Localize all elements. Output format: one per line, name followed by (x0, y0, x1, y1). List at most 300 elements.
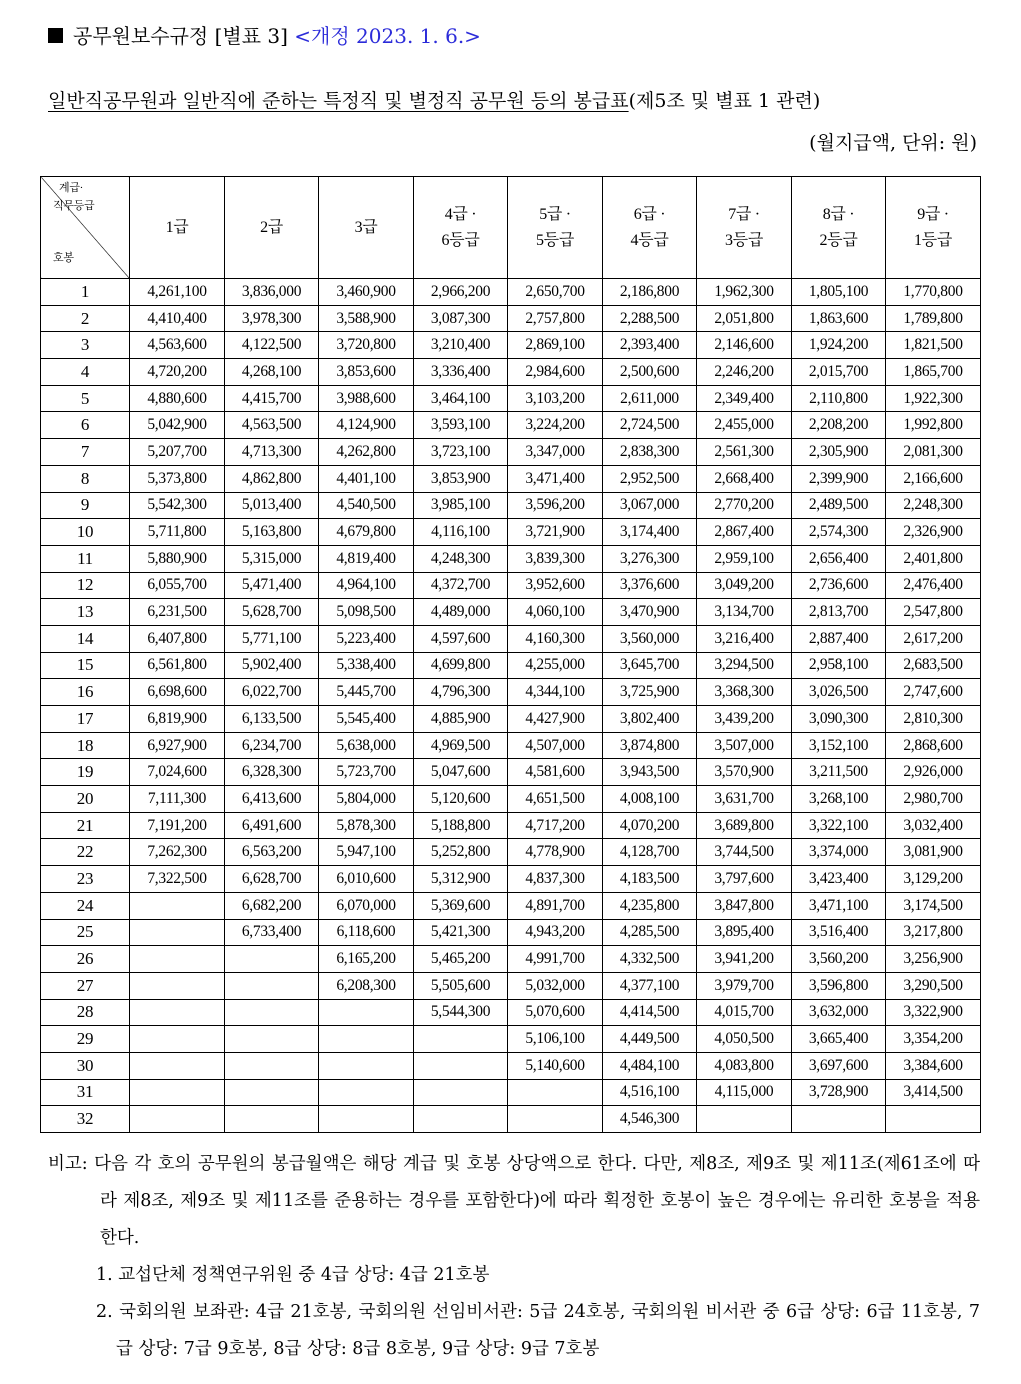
salary-cell: 3,797,600 (697, 866, 792, 893)
step-number-cell: 22 (41, 839, 130, 866)
step-number-cell: 27 (41, 972, 130, 999)
remark-item-2: 2. 국회의원 보좌관: 4급 21호봉, 국회의원 선임비서관: 5급 24호봉, 국회의원 비서관 중 6급 상당: 6급 11호봉, 7급 상당: 7급 9호봉, 8급 상당: 8급 8호봉, 9급 상당: 9급 7호봉 (96, 1302, 980, 1359)
salary-cell: 2,966,200 (414, 279, 508, 306)
step-number-cell: 5 (41, 385, 130, 412)
salary-cell (886, 1106, 981, 1133)
salary-cell: 1,924,200 (792, 332, 886, 359)
salary-cell: 4,964,100 (319, 572, 414, 599)
step-number-cell: 1 (41, 279, 130, 306)
salary-cell: 2,683,500 (886, 652, 981, 679)
salary-cell (225, 1052, 319, 1079)
salary-cell: 4,713,300 (225, 439, 319, 466)
header-grade-3 (319, 177, 414, 279)
salary-cell: 4,124,900 (319, 412, 414, 439)
table-row (41, 946, 981, 973)
salary-cell: 3,744,500 (697, 839, 792, 866)
salary-cell: 2,810,300 (886, 706, 981, 733)
salary-cell: 4,060,100 (508, 599, 603, 626)
salary-cell: 2,867,400 (697, 519, 792, 546)
salary-cell: 3,354,200 (886, 1026, 981, 1053)
corner-header-cell (41, 177, 130, 279)
salary-cell: 3,152,100 (792, 732, 886, 759)
salary-cell: 4,115,000 (697, 1079, 792, 1106)
salary-cell: 4,778,900 (508, 839, 603, 866)
salary-cell (319, 1026, 414, 1053)
salary-cell: 4,819,400 (319, 545, 414, 572)
salary-cell: 2,561,300 (697, 439, 792, 466)
header-grade-2 (225, 177, 319, 279)
salary-cell (130, 892, 225, 919)
salary-cell: 4,083,800 (697, 1052, 792, 1079)
salary-cell: 5,723,700 (319, 759, 414, 786)
table-row (41, 545, 981, 572)
salary-cell: 5,878,300 (319, 812, 414, 839)
salary-cell: 5,120,600 (414, 786, 508, 813)
salary-cell (414, 1026, 508, 1053)
salary-cell: 3,721,900 (508, 519, 603, 546)
salary-cell: 6,682,200 (225, 892, 319, 919)
table-row (41, 999, 981, 1026)
salary-cell: 5,047,600 (414, 759, 508, 786)
table-row (41, 359, 981, 386)
salary-cell: 3,596,800 (792, 972, 886, 999)
salary-cell: 3,802,400 (603, 706, 697, 733)
salary-cell: 2,166,600 (886, 465, 981, 492)
salary-cell: 6,118,600 (319, 919, 414, 946)
salary-cell: 1,789,800 (886, 305, 981, 332)
salary-cell (225, 946, 319, 973)
salary-cell: 3,256,900 (886, 946, 981, 973)
step-number-cell: 3 (41, 332, 130, 359)
salary-table-body (41, 279, 981, 1133)
table-title-main: 일반직공무원과 일반직에 준하는 특정직 및 별정직 공무원 등의 봉급표 (48, 90, 629, 112)
table-title (48, 86, 980, 113)
step-number-cell: 11 (41, 545, 130, 572)
salary-cell: 3,174,500 (886, 892, 981, 919)
salary-cell: 4,891,700 (508, 892, 603, 919)
step-number-cell: 17 (41, 706, 130, 733)
salary-cell: 6,698,600 (130, 679, 225, 706)
step-number-cell: 13 (41, 599, 130, 626)
salary-cell (697, 1106, 792, 1133)
table-row (41, 892, 981, 919)
salary-cell: 3,943,500 (603, 759, 697, 786)
salary-cell: 3,224,200 (508, 412, 603, 439)
salary-cell: 3,720,800 (319, 332, 414, 359)
salary-cell: 2,326,900 (886, 519, 981, 546)
salary-cell (792, 1106, 886, 1133)
salary-cell (225, 972, 319, 999)
table-row (41, 866, 981, 893)
salary-cell: 3,129,200 (886, 866, 981, 893)
salary-cell: 3,049,200 (697, 572, 792, 599)
salary-cell: 2,958,100 (792, 652, 886, 679)
header-line: 6급 · (633, 205, 666, 223)
salary-cell: 4,372,700 (414, 572, 508, 599)
salary-cell: 2,246,200 (697, 359, 792, 386)
salary-cell (130, 1052, 225, 1079)
table-row (41, 972, 981, 999)
salary-cell: 3,839,300 (508, 545, 603, 572)
salary-cell: 3,368,300 (697, 679, 792, 706)
table-row (41, 1106, 981, 1133)
salary-cell: 2,611,000 (603, 385, 697, 412)
salary-cell: 4,969,500 (414, 732, 508, 759)
header-line: 3등급 (724, 231, 763, 249)
corner-label-grade: 계급· (59, 182, 84, 194)
table-row (41, 279, 981, 306)
salary-cell: 2,574,300 (792, 519, 886, 546)
salary-cell: 2,401,800 (886, 545, 981, 572)
salary-cell: 2,305,900 (792, 439, 886, 466)
salary-cell (414, 1052, 508, 1079)
salary-cell: 5,098,500 (319, 599, 414, 626)
header-line: 5등급 (535, 231, 574, 249)
salary-cell (130, 919, 225, 946)
salary-cell (508, 1106, 603, 1133)
salary-cell: 3,471,400 (508, 465, 603, 492)
salary-cell: 2,887,400 (792, 625, 886, 652)
salary-cell: 3,516,400 (792, 919, 886, 946)
salary-cell: 2,015,700 (792, 359, 886, 386)
salary-cell: 2,399,900 (792, 465, 886, 492)
salary-cell: 4,484,100 (603, 1052, 697, 1079)
salary-cell: 3,847,800 (697, 892, 792, 919)
heading-title: 공무원보수규정 [별표 3] (73, 24, 288, 48)
salary-cell: 4,235,800 (603, 892, 697, 919)
header-line: 2급 (260, 218, 283, 236)
salary-cell: 3,979,700 (697, 972, 792, 999)
salary-cell: 3,336,400 (414, 359, 508, 386)
salary-cell: 4,507,000 (508, 732, 603, 759)
table-row (41, 1079, 981, 1106)
salary-cell: 1,962,300 (697, 279, 792, 306)
document-heading (48, 20, 481, 49)
step-number-cell: 25 (41, 919, 130, 946)
salary-cell: 3,134,700 (697, 599, 792, 626)
header-row (41, 177, 981, 279)
salary-cell: 3,665,400 (792, 1026, 886, 1053)
salary-cell: 5,013,400 (225, 492, 319, 519)
step-number-cell: 10 (41, 519, 130, 546)
step-number-cell: 4 (41, 359, 130, 386)
salary-cell (319, 1106, 414, 1133)
salary-cell: 7,111,300 (130, 786, 225, 813)
salary-cell: 6,927,900 (130, 732, 225, 759)
corner-label-step: 호봉 (53, 252, 74, 264)
salary-cell: 2,980,700 (886, 786, 981, 813)
salary-cell: 3,836,000 (225, 279, 319, 306)
salary-cell: 3,952,600 (508, 572, 603, 599)
salary-cell: 5,771,100 (225, 625, 319, 652)
salary-cell: 4,837,300 (508, 866, 603, 893)
salary-cell: 6,234,700 (225, 732, 319, 759)
salary-cell: 2,650,700 (508, 279, 603, 306)
salary-cell: 5,140,600 (508, 1052, 603, 1079)
step-number-cell: 18 (41, 732, 130, 759)
table-row (41, 465, 981, 492)
salary-cell (414, 1079, 508, 1106)
salary-cell: 4,597,600 (414, 625, 508, 652)
table-row (41, 652, 981, 679)
salary-cell: 6,733,400 (225, 919, 319, 946)
salary-cell: 4,160,300 (508, 625, 603, 652)
salary-cell: 3,103,200 (508, 385, 603, 412)
salary-cell: 4,563,500 (225, 412, 319, 439)
step-number-cell: 26 (41, 946, 130, 973)
table-row (41, 439, 981, 466)
salary-cell: 2,952,500 (603, 465, 697, 492)
salary-cell: 4,116,100 (414, 519, 508, 546)
salary-cell: 4,128,700 (603, 839, 697, 866)
step-number-cell: 2 (41, 305, 130, 332)
salary-cell: 6,628,700 (225, 866, 319, 893)
salary-cell: 3,596,200 (508, 492, 603, 519)
salary-cell: 4,377,100 (603, 972, 697, 999)
salary-cell: 2,869,100 (508, 332, 603, 359)
salary-cell: 2,110,800 (792, 385, 886, 412)
step-number-cell: 9 (41, 492, 130, 519)
table-row (41, 1026, 981, 1053)
salary-cell: 6,055,700 (130, 572, 225, 599)
salary-cell: 5,315,000 (225, 545, 319, 572)
header-grade-1 (130, 177, 225, 279)
salary-cell: 3,268,100 (792, 786, 886, 813)
header-line: 3급 (354, 218, 378, 236)
salary-cell: 7,322,500 (130, 866, 225, 893)
salary-cell (414, 1106, 508, 1133)
salary-cell: 5,207,700 (130, 439, 225, 466)
salary-cell: 3,384,600 (886, 1052, 981, 1079)
remark-paragraph: 비고: 다음 각 호의 공무원의 봉급월액은 해당 계급 및 호봉 상당액으로 한다. 다만, 제8조, 제9조 및 제11조(제61조에 따라 제8조, 제9조 및 제11조를 준용하는 경우를 포함한다)에 따라 획정한 호봉이 높은 경우에는 유리한 호봉을 적용한다. (48, 1154, 980, 1248)
salary-cell: 3,376,600 (603, 572, 697, 599)
salary-cell: 2,547,800 (886, 599, 981, 626)
salary-cell: 6,413,600 (225, 786, 319, 813)
salary-cell: 6,070,000 (319, 892, 414, 919)
header-grade-9 (886, 177, 981, 279)
salary-cell: 3,471,100 (792, 892, 886, 919)
salary-cell: 3,895,400 (697, 919, 792, 946)
salary-cell: 2,617,200 (886, 625, 981, 652)
salary-cell: 4,427,900 (508, 706, 603, 733)
salary-cell: 4,415,700 (225, 385, 319, 412)
table-row (41, 679, 981, 706)
header-grade-6 (603, 177, 697, 279)
salary-cell: 4,344,100 (508, 679, 603, 706)
salary-cell: 3,464,100 (414, 385, 508, 412)
table-row (41, 706, 981, 733)
salary-cell: 5,188,800 (414, 812, 508, 839)
table-row (41, 412, 981, 439)
header-line: 4급 · (444, 205, 477, 223)
salary-cell: 4,332,500 (603, 946, 697, 973)
salary-cell: 6,010,600 (319, 866, 414, 893)
table-row (41, 332, 981, 359)
salary-cell: 3,593,100 (414, 412, 508, 439)
header-grade-4 (414, 177, 508, 279)
salary-cell: 6,563,200 (225, 839, 319, 866)
header-grade-7 (697, 177, 792, 279)
salary-cell: 3,294,500 (697, 652, 792, 679)
salary-cell: 3,067,000 (603, 492, 697, 519)
salary-cell: 4,540,500 (319, 492, 414, 519)
salary-cell: 6,561,800 (130, 652, 225, 679)
salary-cell: 3,470,900 (603, 599, 697, 626)
remarks-section (48, 1146, 980, 1368)
salary-cell: 4,449,500 (603, 1026, 697, 1053)
salary-cell: 5,070,600 (508, 999, 603, 1026)
salary-cell: 4,285,500 (603, 919, 697, 946)
header-grade-8 (792, 177, 886, 279)
salary-cell: 2,208,200 (792, 412, 886, 439)
salary-cell: 4,563,600 (130, 332, 225, 359)
salary-cell: 3,026,500 (792, 679, 886, 706)
step-number-cell: 15 (41, 652, 130, 679)
salary-cell: 4,489,000 (414, 599, 508, 626)
salary-cell: 6,407,800 (130, 625, 225, 652)
salary-cell: 3,217,800 (886, 919, 981, 946)
salary-cell (319, 1052, 414, 1079)
salary-cell: 3,723,100 (414, 439, 508, 466)
salary-cell: 5,545,400 (319, 706, 414, 733)
salary-cell (225, 1079, 319, 1106)
salary-cell (225, 999, 319, 1026)
salary-cell: 3,081,900 (886, 839, 981, 866)
salary-cell: 5,505,600 (414, 972, 508, 999)
table-row (41, 572, 981, 599)
header-line: 9급 · (917, 205, 949, 223)
table-title-reference: (제5조 및 별표 1 관련) (628, 90, 821, 112)
salary-cell: 4,717,200 (508, 812, 603, 839)
table-row (41, 385, 981, 412)
salary-cell: 3,087,300 (414, 305, 508, 332)
step-number-cell: 12 (41, 572, 130, 599)
salary-cell: 2,656,400 (792, 545, 886, 572)
salary-cell: 3,216,400 (697, 625, 792, 652)
salary-cell: 2,489,500 (792, 492, 886, 519)
salary-cell: 5,880,900 (130, 545, 225, 572)
salary-cell: 4,248,300 (414, 545, 508, 572)
table-row (41, 812, 981, 839)
header-line: 6등급 (441, 231, 480, 249)
salary-cell: 5,471,400 (225, 572, 319, 599)
salary-cell: 6,819,900 (130, 706, 225, 733)
salary-cell: 3,507,000 (697, 732, 792, 759)
salary-cell: 6,165,200 (319, 946, 414, 973)
salary-cell: 3,322,100 (792, 812, 886, 839)
salary-cell: 2,476,400 (886, 572, 981, 599)
salary-cell: 2,838,300 (603, 439, 697, 466)
salary-cell: 4,796,300 (414, 679, 508, 706)
salary-cell: 1,863,600 (792, 305, 886, 332)
salary-cell: 5,106,100 (508, 1026, 603, 1053)
salary-cell: 3,689,800 (697, 812, 792, 839)
step-number-cell: 14 (41, 625, 130, 652)
table-row (41, 305, 981, 332)
salary-cell (130, 1079, 225, 1106)
salary-cell: 5,338,400 (319, 652, 414, 679)
table-row (41, 759, 981, 786)
salary-cell: 2,770,200 (697, 492, 792, 519)
salary-cell: 4,720,200 (130, 359, 225, 386)
salary-cell: 5,902,400 (225, 652, 319, 679)
header-line: 2등급 (819, 231, 858, 249)
salary-cell: 4,699,800 (414, 652, 508, 679)
salary-cell (225, 1026, 319, 1053)
salary-cell: 4,008,100 (603, 786, 697, 813)
salary-cell: 5,638,000 (319, 732, 414, 759)
salary-cell: 5,542,300 (130, 492, 225, 519)
step-number-cell: 6 (41, 412, 130, 439)
salary-cell: 4,015,700 (697, 999, 792, 1026)
salary-cell: 3,941,200 (697, 946, 792, 973)
salary-cell: 3,211,500 (792, 759, 886, 786)
salary-cell: 2,984,600 (508, 359, 603, 386)
salary-cell: 4,410,400 (130, 305, 225, 332)
salary-cell: 4,262,800 (319, 439, 414, 466)
salary-cell: 4,651,500 (508, 786, 603, 813)
salary-cell: 7,262,300 (130, 839, 225, 866)
salary-cell (319, 999, 414, 1026)
step-number-cell: 8 (41, 465, 130, 492)
salary-cell: 5,032,000 (508, 972, 603, 999)
step-number-cell: 30 (41, 1052, 130, 1079)
salary-cell: 3,645,700 (603, 652, 697, 679)
table-row (41, 519, 981, 546)
salary-table (40, 176, 981, 1133)
salary-cell: 4,546,300 (603, 1106, 697, 1133)
step-number-cell: 7 (41, 439, 130, 466)
salary-cell: 2,724,500 (603, 412, 697, 439)
header-line: 7급 · (728, 205, 760, 223)
step-number-cell: 29 (41, 1026, 130, 1053)
salary-cell: 5,804,000 (319, 786, 414, 813)
salary-cell: 3,697,600 (792, 1052, 886, 1079)
salary-cell: 4,991,700 (508, 946, 603, 973)
salary-cell: 3,728,900 (792, 1079, 886, 1106)
salary-cell: 4,050,500 (697, 1026, 792, 1053)
header-grade-5 (508, 177, 603, 279)
salary-cell: 3,347,000 (508, 439, 603, 466)
corner-label-job-level: 직무등급 (53, 200, 95, 212)
salary-cell: 4,255,000 (508, 652, 603, 679)
salary-cell: 3,985,100 (414, 492, 508, 519)
salary-cell: 2,051,800 (697, 305, 792, 332)
salary-cell: 5,465,200 (414, 946, 508, 973)
salary-cell: 3,174,400 (603, 519, 697, 546)
salary-cell: 3,560,200 (792, 946, 886, 973)
salary-cell: 6,022,700 (225, 679, 319, 706)
salary-cell: 1,821,500 (886, 332, 981, 359)
salary-cell: 5,163,800 (225, 519, 319, 546)
salary-cell: 4,679,800 (319, 519, 414, 546)
salary-cell: 4,401,100 (319, 465, 414, 492)
salary-cell: 2,455,000 (697, 412, 792, 439)
salary-cell: 4,268,100 (225, 359, 319, 386)
header-line: 1등급 (913, 231, 952, 249)
salary-cell: 4,943,200 (508, 919, 603, 946)
step-number-cell: 23 (41, 866, 130, 893)
salary-cell: 2,248,300 (886, 492, 981, 519)
salary-cell: 5,445,700 (319, 679, 414, 706)
salary-cell: 3,560,000 (603, 625, 697, 652)
salary-cell: 3,322,900 (886, 999, 981, 1026)
salary-cell (225, 1106, 319, 1133)
salary-cell: 3,570,900 (697, 759, 792, 786)
salary-cell: 5,373,800 (130, 465, 225, 492)
salary-cell: 5,042,900 (130, 412, 225, 439)
salary-cell: 2,500,600 (603, 359, 697, 386)
